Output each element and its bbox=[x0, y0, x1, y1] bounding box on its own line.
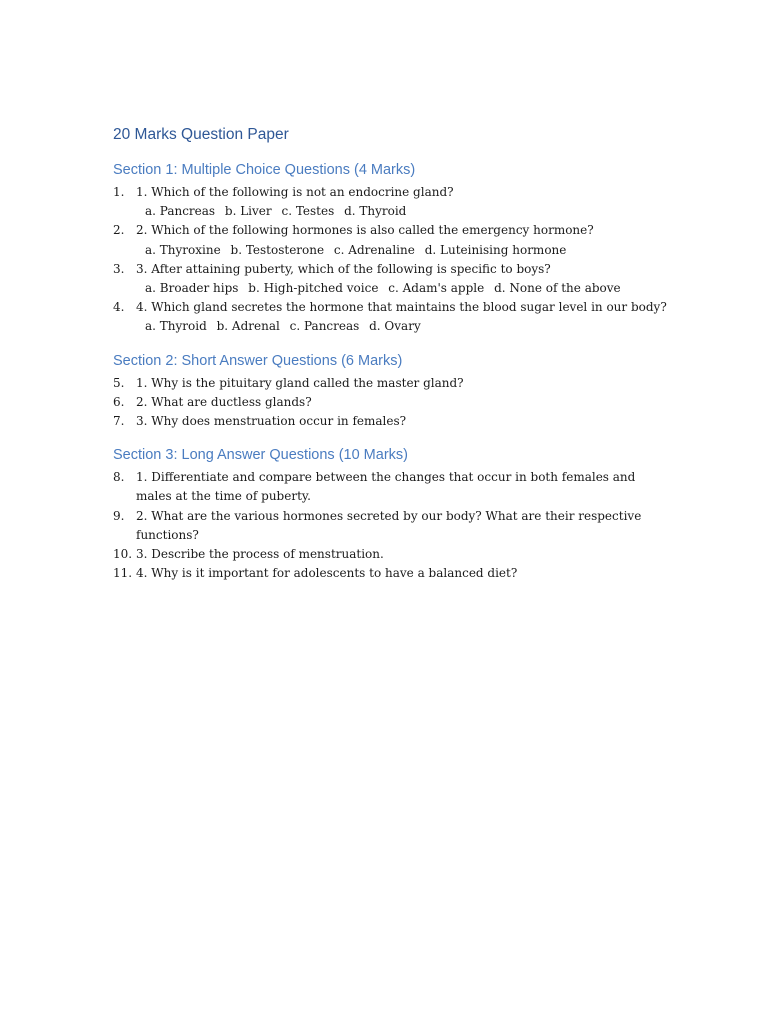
question-number: 7. bbox=[113, 414, 125, 429]
question-text: 4. Why is it important for adolescents to have a balanced diet? bbox=[136, 566, 518, 581]
question-text: 2. What are ductless glands? bbox=[136, 394, 312, 409]
question-body bbox=[136, 298, 673, 336]
page-title: 20 Marks Question Paper bbox=[113, 126, 289, 143]
question-item bbox=[113, 183, 673, 221]
question-text: 2. Which of the following hormones is also called the emergency hormone? bbox=[136, 223, 594, 238]
question-item bbox=[113, 507, 673, 545]
question-options bbox=[136, 202, 673, 221]
question-item bbox=[113, 260, 673, 298]
question-text: 1. Why is the pituitary gland called the master gland? bbox=[136, 375, 464, 390]
section-heading: Section 1: Multiple Choice Questions (4 Marks) bbox=[113, 162, 416, 178]
question-body bbox=[136, 260, 673, 298]
question-text: 4. Which gland secretes the hormone that maintains the blood sugar level in our body? bbox=[136, 300, 667, 315]
question-item bbox=[113, 374, 673, 393]
question-number: 6. bbox=[113, 394, 125, 409]
question-number: 3. bbox=[113, 261, 125, 276]
question-list bbox=[113, 374, 673, 432]
option: d. Ovary bbox=[369, 319, 421, 334]
question-text: 3. Why does menstruation occur in females? bbox=[136, 414, 407, 429]
option: b. Liver bbox=[224, 204, 272, 219]
section-heading: Section 2: Short Answer Questions (6 Marks) bbox=[113, 352, 403, 369]
option: d. Thyroid bbox=[344, 204, 407, 219]
question-item bbox=[113, 545, 673, 564]
option: c. Adam's apple bbox=[388, 281, 485, 296]
question-body bbox=[136, 221, 673, 259]
question-number: 2. bbox=[113, 223, 125, 238]
document-page bbox=[113, 124, 673, 597]
question-list bbox=[113, 183, 673, 337]
option: d. Luteinising hormone bbox=[424, 242, 567, 257]
question-number: 8. bbox=[113, 470, 125, 485]
question-number: 5. bbox=[113, 375, 125, 390]
option: b. High-pitched voice bbox=[248, 281, 379, 296]
question-number: 9. bbox=[113, 508, 125, 523]
question-options bbox=[136, 241, 673, 260]
question-text: 1. Differentiate and compare between the changes that occur in both females and males at the time of puberty. bbox=[136, 470, 636, 504]
question-options bbox=[136, 317, 673, 336]
question-text: 3. After attaining puberty, which of the following is specific to boys? bbox=[136, 261, 551, 276]
question-text: 1. Which of the following is not an endocrine gland? bbox=[136, 185, 454, 199]
option: a. Broader hips bbox=[145, 281, 239, 296]
question-item bbox=[113, 298, 673, 336]
question-number: 1. bbox=[113, 185, 125, 199]
question-number: 4. bbox=[113, 300, 125, 315]
option: b. Adrenal bbox=[216, 319, 280, 334]
option: a. Pancreas bbox=[145, 204, 216, 219]
question-body bbox=[136, 183, 673, 221]
option: b. Testosterone bbox=[230, 242, 325, 257]
question-text: 2. What are the various hormones secreted by our body? What are their respective functions? bbox=[136, 508, 642, 542]
question-item bbox=[113, 393, 673, 412]
option: c. Testes bbox=[281, 204, 335, 219]
question-number: 11. bbox=[113, 566, 133, 581]
section-heading: Section 3: Long Answer Questions (10 Marks) bbox=[113, 447, 408, 464]
question-number: 10. bbox=[113, 547, 133, 562]
option: a. Thyroxine bbox=[145, 242, 221, 257]
question-item bbox=[113, 468, 673, 506]
section-multiple-choice bbox=[113, 160, 673, 337]
question-text: 3. Describe the process of menstruation. bbox=[136, 547, 384, 562]
question-item bbox=[113, 412, 673, 431]
question-item bbox=[113, 221, 673, 259]
section-short-answer bbox=[113, 351, 673, 432]
option: c. Adrenaline bbox=[333, 242, 415, 257]
option: c. Pancreas bbox=[289, 319, 360, 334]
question-options bbox=[136, 279, 673, 298]
option: d. None of the above bbox=[494, 281, 621, 296]
question-list bbox=[113, 468, 673, 583]
section-long-answer bbox=[113, 445, 673, 583]
question-item bbox=[113, 564, 673, 583]
option: a. Thyroid bbox=[145, 319, 207, 334]
